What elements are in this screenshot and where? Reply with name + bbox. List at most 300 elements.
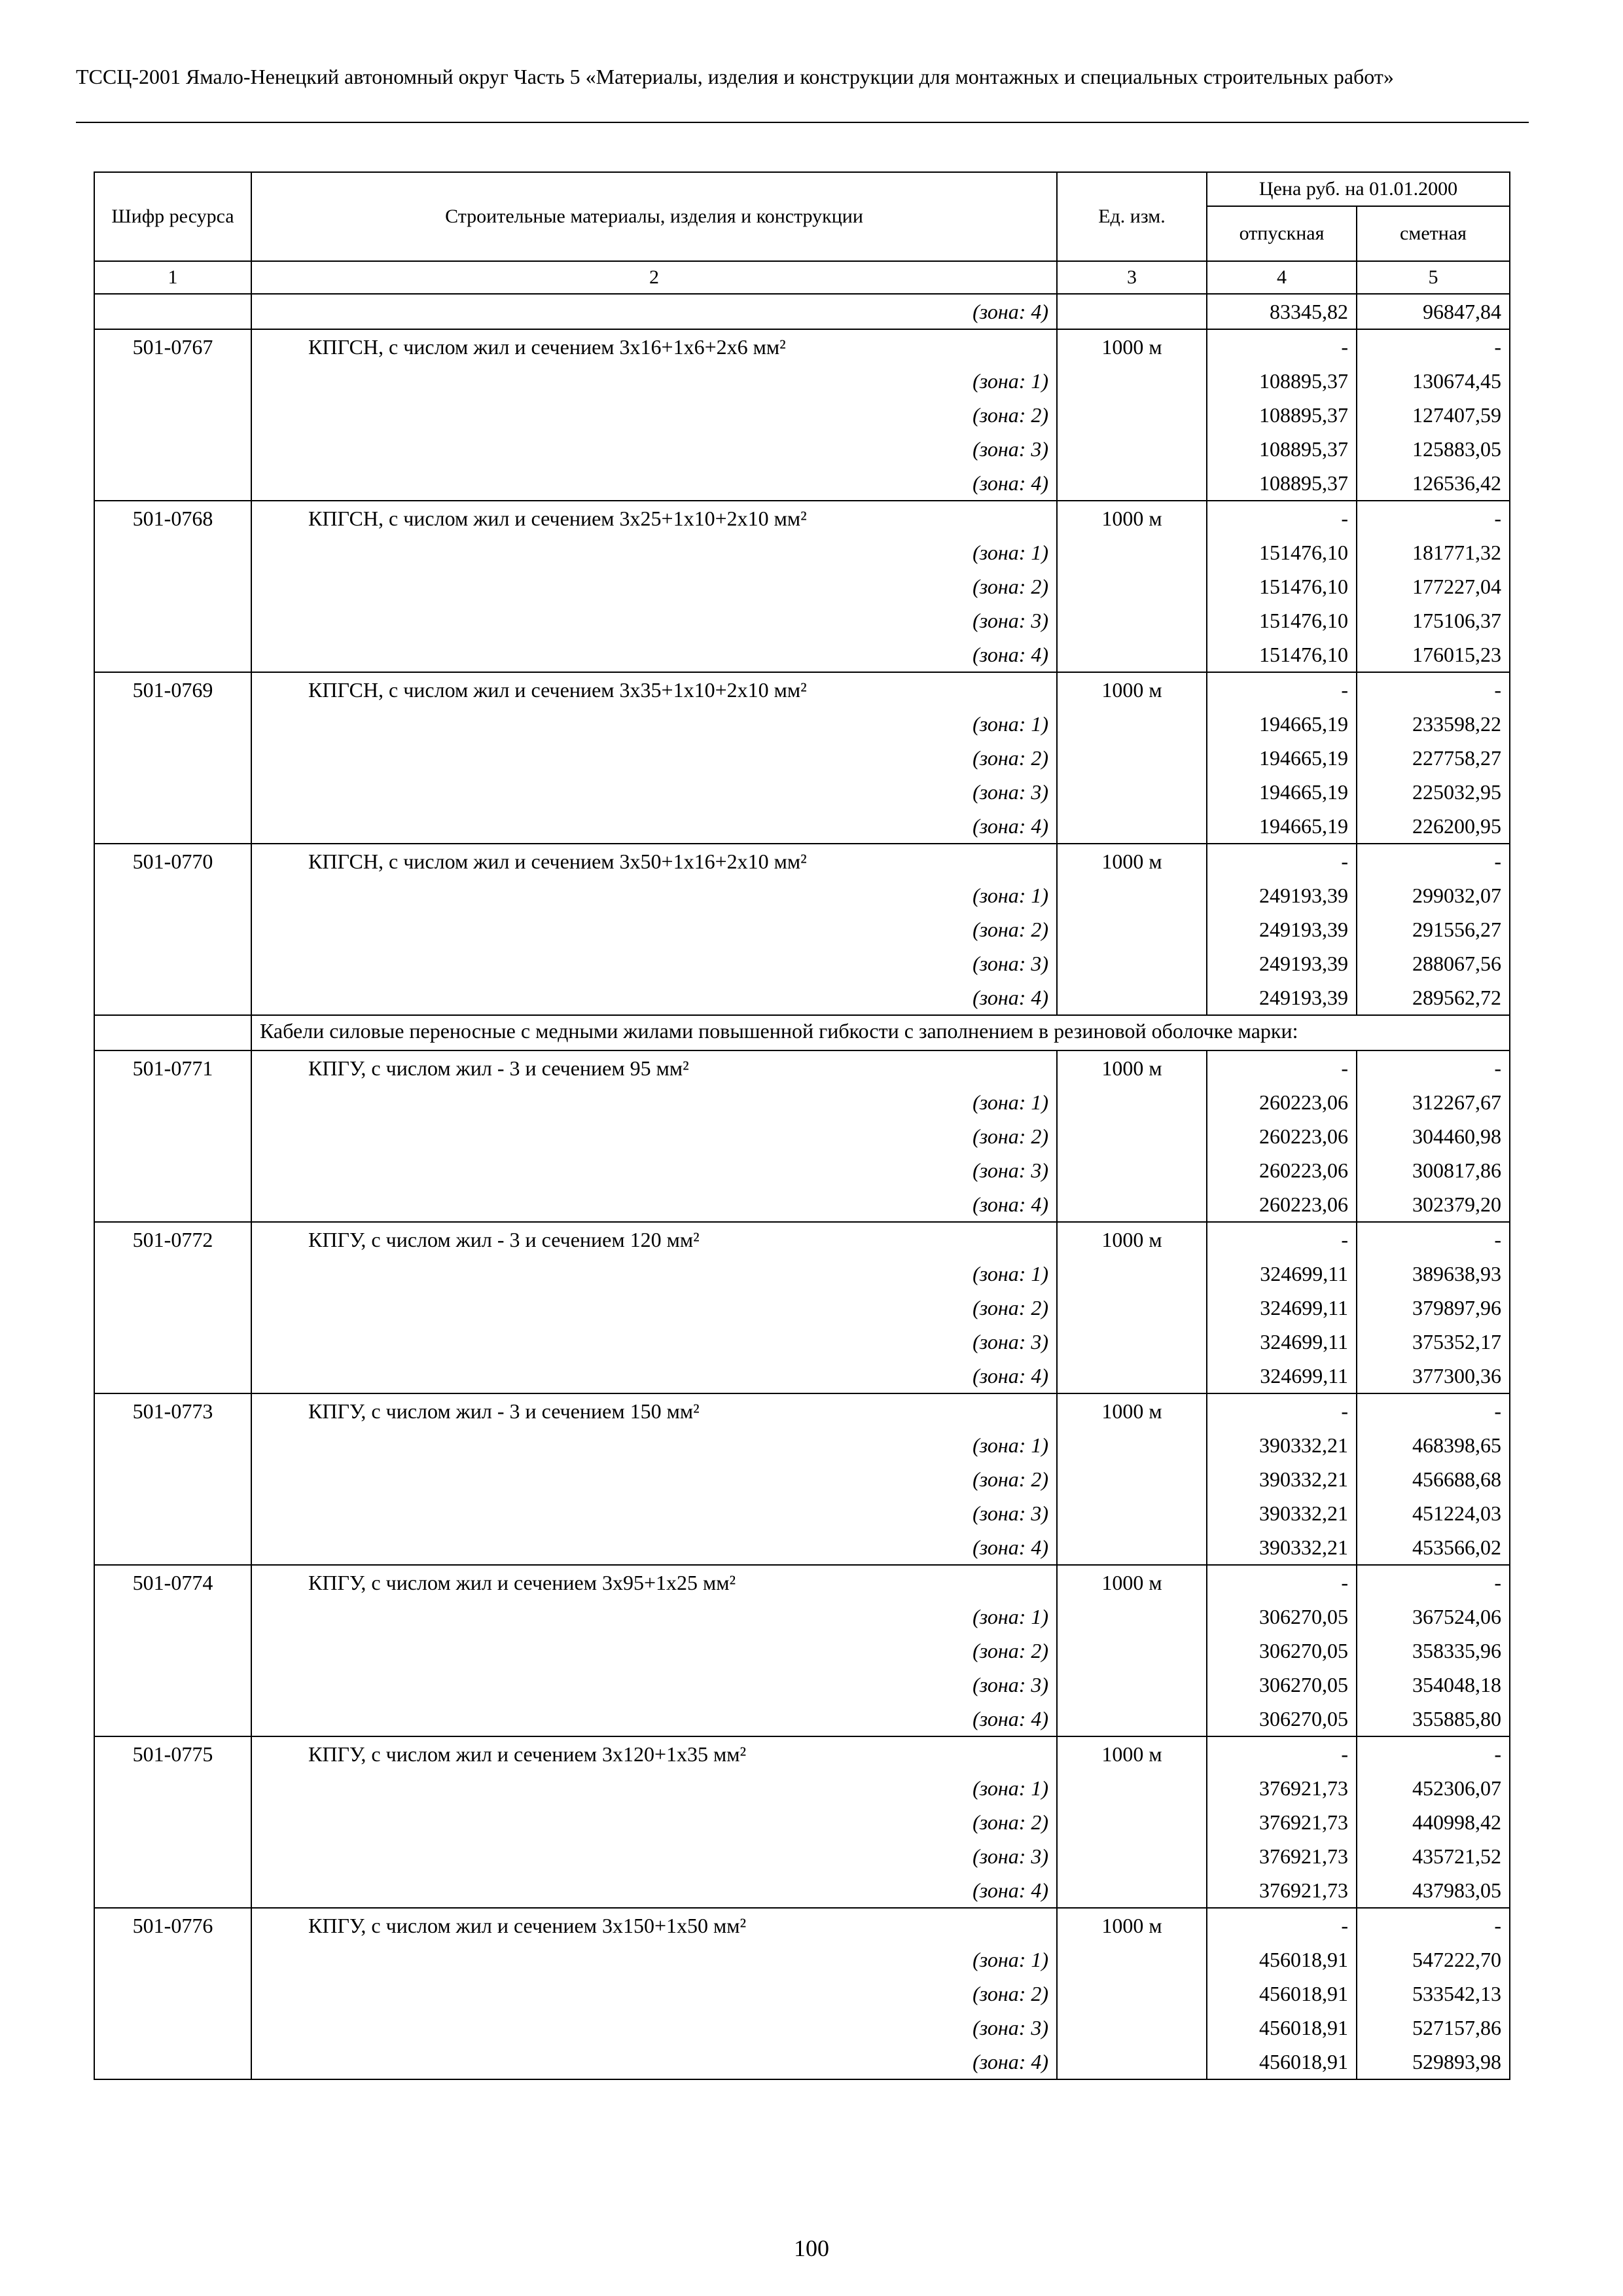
unit-cell: 1000 м [1057,844,1207,878]
unit-cell [1057,1187,1207,1222]
price-estimate: 96847,84 [1357,294,1510,329]
resource-code [94,603,251,637]
price-estimate: 130674,45 [1357,364,1510,398]
table-row-zone [94,1462,1510,1496]
unit-cell [1057,1668,1207,1702]
zone-label: (зона: 1) [251,1428,1057,1462]
resource-code [94,535,251,569]
table-row-zone [94,1600,1510,1634]
resource-code [94,1257,251,1291]
price-estimate: 177227,04 [1357,569,1510,603]
resource-code [94,1839,251,1873]
unit-cell [1057,637,1207,672]
price-estimate: 355885,80 [1357,1702,1510,1736]
zone-label: (зона: 2) [251,1462,1057,1496]
unit-cell [1057,775,1207,809]
price-release: 249193,39 [1207,912,1357,946]
price-release: - [1207,329,1357,364]
price-estimate: 175106,37 [1357,603,1510,637]
price-estimate: 533542,13 [1357,1977,1510,2011]
price-release: 260223,06 [1207,1119,1357,1153]
zone-label: (зона: 3) [251,946,1057,980]
price-estimate: 367524,06 [1357,1600,1510,1634]
zone-label: (зона: 1) [251,1771,1057,1805]
price-release: 390332,21 [1207,1530,1357,1565]
table-row-item [94,1565,1510,1600]
resource-code [94,1153,251,1187]
table-row-zone [94,878,1510,912]
price-release: 390332,21 [1207,1462,1357,1496]
unit-cell [1057,1839,1207,1873]
resource-code [94,775,251,809]
price-release: - [1207,672,1357,707]
price-estimate: 452306,07 [1357,1771,1510,1805]
price-estimate: 289562,72 [1357,980,1510,1015]
material-name: КПГСН, с числом жил и сечением 3х16+1х6+2х6 мм² [251,329,1057,364]
col-header-price-release: отпускная [1207,206,1357,261]
zone-label: (зона: 1) [251,1257,1057,1291]
zone-label: (зона: 2) [251,1119,1057,1153]
unit-cell [1057,1291,1207,1325]
price-release: - [1207,1736,1357,1771]
table-row-zone [94,432,1510,466]
resource-code: 501-0769 [94,672,251,707]
unit-cell: 1000 м [1057,1050,1207,1085]
resource-code [94,2011,251,2045]
price-estimate: 529893,98 [1357,2045,1510,2079]
unit-cell [1057,878,1207,912]
table-row-item [94,1050,1510,1085]
price-release: 376921,73 [1207,1839,1357,1873]
header-divider [76,122,1529,123]
unit-cell [1057,364,1207,398]
price-estimate: 181771,32 [1357,535,1510,569]
table-row-zone [94,466,1510,501]
price-estimate: 304460,98 [1357,1119,1510,1153]
zone-label: (зона: 2) [251,912,1057,946]
table-row-zone [94,1668,1510,1702]
material-name: КПГУ, с числом жил и сечением 3х150+1х50 мм² [251,1908,1057,1943]
resource-code [94,741,251,775]
price-estimate: 453566,02 [1357,1530,1510,1565]
unit-cell [1057,1257,1207,1291]
unit-cell [1057,569,1207,603]
zone-label: (зона: 1) [251,364,1057,398]
zone-label: (зона: 2) [251,398,1057,432]
price-estimate: 291556,27 [1357,912,1510,946]
price-release: 194665,19 [1207,775,1357,809]
zone-label: (зона: 3) [251,1153,1057,1187]
material-name: КПГСН, с числом жил и сечением 3х35+1х10+2х10 мм² [251,672,1057,707]
price-release: - [1207,1050,1357,1085]
section-code-cell [94,1015,251,1050]
price-estimate: 451224,03 [1357,1496,1510,1530]
zone-label: (зона: 4) [251,809,1057,844]
price-release: 194665,19 [1207,809,1357,844]
unit-cell [1057,1119,1207,1153]
unit-cell [1057,912,1207,946]
price-estimate: 358335,96 [1357,1634,1510,1668]
resource-code [94,1943,251,1977]
table-row-zone [94,775,1510,809]
unit-cell [1057,1530,1207,1565]
table-row-zone [94,1496,1510,1530]
material-name: КПГСН, с числом жил и сечением 3х25+1х10+2х10 мм² [251,501,1057,535]
table-row-zone [94,707,1510,741]
zone-label: (зона: 4) [251,637,1057,672]
zone-label: (зона: 3) [251,1325,1057,1359]
table-row-zone [94,603,1510,637]
unit-cell [1057,398,1207,432]
resource-code: 501-0768 [94,501,251,535]
price-estimate: 435721,52 [1357,1839,1510,1873]
resource-code [94,1325,251,1359]
resource-code [94,1600,251,1634]
price-estimate: 527157,86 [1357,2011,1510,2045]
unit-cell: 1000 м [1057,1222,1207,1257]
table-row-item [94,501,1510,535]
resource-code: 501-0773 [94,1393,251,1428]
table-row-zone [94,1805,1510,1839]
material-name: КПГСН, с числом жил и сечением 3х50+1х16+2х10 мм² [251,844,1057,878]
col-number: 3 [1057,261,1207,294]
price-estimate: 227758,27 [1357,741,1510,775]
price-estimate: 389638,93 [1357,1257,1510,1291]
resource-code [94,1702,251,1736]
unit-cell [1057,1977,1207,2011]
price-estimate: - [1357,844,1510,878]
table-row-item [94,329,1510,364]
price-estimate: 299032,07 [1357,878,1510,912]
resource-code [94,294,251,329]
price-estimate: 302379,20 [1357,1187,1510,1222]
price-release: 390332,21 [1207,1428,1357,1462]
table-row-zone [94,809,1510,844]
price-release: - [1207,1908,1357,1943]
resource-code: 501-0774 [94,1565,251,1600]
col-header-price-group: Цена руб. на 01.01.2000 [1207,172,1510,206]
price-estimate: - [1357,1736,1510,1771]
price-release: 456018,91 [1207,1977,1357,2011]
price-release: 249193,39 [1207,946,1357,980]
page-number: 100 [794,2235,829,2261]
zone-label: (зона: 2) [251,569,1057,603]
unit-cell [1057,809,1207,844]
unit-cell [1057,1634,1207,1668]
price-release: 83345,82 [1207,294,1357,329]
resource-code [94,398,251,432]
price-estimate: 300817,86 [1357,1153,1510,1187]
unit-cell [1057,741,1207,775]
resource-code [94,1873,251,1908]
resource-code [94,569,251,603]
price-release: - [1207,501,1357,535]
unit-cell [1057,1359,1207,1393]
resource-code [94,364,251,398]
resource-code: 501-0772 [94,1222,251,1257]
resource-code [94,1462,251,1496]
table-row-zone [94,1085,1510,1119]
unit-cell [1057,2011,1207,2045]
material-name: КПГУ, с числом жил - 3 и сечением 95 мм² [251,1050,1057,1085]
table-row-zone [94,535,1510,569]
resource-code [94,912,251,946]
unit-cell [1057,1600,1207,1634]
unit-cell: 1000 м [1057,1393,1207,1428]
price-release: 456018,91 [1207,2011,1357,2045]
unit-cell [1057,1085,1207,1119]
unit-cell: 1000 м [1057,329,1207,364]
price-release: - [1207,1565,1357,1600]
table-row-zone [94,1873,1510,1908]
table-row-zone [94,1359,1510,1393]
price-release: 260223,06 [1207,1153,1357,1187]
unit-cell [1057,1943,1207,1977]
price-estimate: 176015,23 [1357,637,1510,672]
unit-cell [1057,1805,1207,1839]
price-estimate: - [1357,1222,1510,1257]
col-number: 4 [1207,261,1357,294]
table-head [94,172,1510,294]
unit-cell [1057,2045,1207,2079]
zone-label: (зона: 1) [251,1943,1057,1977]
resource-code [94,1496,251,1530]
section-heading-row [94,1015,1510,1050]
zone-label: (зона: 2) [251,1977,1057,2011]
resource-code [94,1119,251,1153]
price-estimate: 456688,68 [1357,1462,1510,1496]
resource-code: 501-0775 [94,1736,251,1771]
unit-cell [1057,1462,1207,1496]
unit-cell [1057,1325,1207,1359]
resource-code [94,946,251,980]
zone-label: (зона: 4) [251,294,1057,329]
material-name: КПГУ, с числом жил и сечением 3х95+1х25 мм² [251,1565,1057,1600]
table-row-zone [94,1771,1510,1805]
unit-cell: 1000 м [1057,1908,1207,1943]
price-estimate: 288067,56 [1357,946,1510,980]
unit-cell [1057,1702,1207,1736]
price-table [94,171,1510,2080]
zone-label: (зона: 2) [251,1291,1057,1325]
zone-label: (зона: 4) [251,2045,1057,2079]
resource-code [94,432,251,466]
price-release: 108895,37 [1207,398,1357,432]
resource-code [94,637,251,672]
price-estimate: - [1357,1393,1510,1428]
unit-cell: 1000 м [1057,501,1207,535]
zone-label: (зона: 3) [251,2011,1057,2045]
table-row-zone [94,637,1510,672]
price-estimate: 233598,22 [1357,707,1510,741]
table-row-zone [94,946,1510,980]
resource-code [94,2045,251,2079]
zone-label: (зона: 1) [251,1085,1057,1119]
zone-label: (зона: 3) [251,1839,1057,1873]
price-release: 249193,39 [1207,980,1357,1015]
price-release: 324699,11 [1207,1359,1357,1393]
col-number: 5 [1357,261,1510,294]
table-row-item [94,1222,1510,1257]
table-row-zone [94,912,1510,946]
unit-cell [1057,466,1207,501]
price-estimate: 226200,95 [1357,809,1510,844]
col-number: 2 [251,261,1057,294]
resource-code [94,1771,251,1805]
price-release: 376921,73 [1207,1873,1357,1908]
resource-code [94,1085,251,1119]
price-estimate: 377300,36 [1357,1359,1510,1393]
resource-code [94,1634,251,1668]
resource-code [94,1359,251,1393]
unit-cell [1057,707,1207,741]
resource-code [94,466,251,501]
table-body [94,294,1510,2079]
zone-label: (зона: 2) [251,741,1057,775]
table-row-zone [94,398,1510,432]
price-release: - [1207,1393,1357,1428]
unit-cell [1057,1771,1207,1805]
price-estimate: 379897,96 [1357,1291,1510,1325]
resource-code [94,809,251,844]
zone-label: (зона: 3) [251,603,1057,637]
unit-cell [1057,980,1207,1015]
table-row-zone [94,1325,1510,1359]
zone-label: (зона: 4) [251,980,1057,1015]
unit-cell [1057,1428,1207,1462]
zone-label: (зона: 3) [251,432,1057,466]
table-row-zone [94,1839,1510,1873]
section-title: Кабели силовые переносные с медными жилами повышенной гибкости с заполнением в резиновой оболочке марки: [251,1015,1510,1050]
price-estimate: 126536,42 [1357,466,1510,501]
resource-code [94,1530,251,1565]
price-release: 194665,19 [1207,741,1357,775]
zone-label: (зона: 4) [251,1702,1057,1736]
table-row-zone [94,1119,1510,1153]
price-estimate: 225032,95 [1357,775,1510,809]
price-release: 151476,10 [1207,603,1357,637]
zone-label: (зона: 3) [251,1496,1057,1530]
col-header-price-estimate: сметная [1357,206,1510,261]
unit-cell [1057,603,1207,637]
price-release: 194665,19 [1207,707,1357,741]
resource-code [94,980,251,1015]
price-estimate: - [1357,1908,1510,1943]
price-release: 324699,11 [1207,1291,1357,1325]
unit-cell: 1000 м [1057,1565,1207,1600]
resource-code [94,1668,251,1702]
table-row-zone [94,1702,1510,1736]
table-row-zone [94,1428,1510,1462]
price-estimate: 440998,42 [1357,1805,1510,1839]
material-name: КПГУ, с числом жил и сечением 3х120+1х35 мм² [251,1736,1057,1771]
table-row-zone [94,741,1510,775]
table-row-zone [94,364,1510,398]
unit-cell [1057,1873,1207,1908]
price-release: 151476,10 [1207,535,1357,569]
price-release: 376921,73 [1207,1771,1357,1805]
price-release: 249193,39 [1207,878,1357,912]
unit-cell [1057,1496,1207,1530]
price-estimate: 127407,59 [1357,398,1510,432]
col-number: 1 [94,261,251,294]
zone-label: (зона: 1) [251,1600,1057,1634]
price-release: 108895,37 [1207,432,1357,466]
table-row-zone [94,1291,1510,1325]
table-row-zone [94,1634,1510,1668]
table-row-zone [94,1943,1510,1977]
resource-code: 501-0776 [94,1908,251,1943]
resource-code [94,1428,251,1462]
price-estimate: 354048,18 [1357,1668,1510,1702]
resource-code [94,1187,251,1222]
price-release: 306270,05 [1207,1600,1357,1634]
price-release: 151476,10 [1207,637,1357,672]
unit-cell: 1000 м [1057,1736,1207,1771]
table-row-zone [94,294,1510,329]
price-estimate: 375352,17 [1357,1325,1510,1359]
price-estimate: - [1357,672,1510,707]
price-estimate: 437983,05 [1357,1873,1510,1908]
unit-cell [1057,1153,1207,1187]
resource-code [94,1977,251,2011]
zone-label: (зона: 1) [251,535,1057,569]
zone-label: (зона: 4) [251,1187,1057,1222]
price-release: 324699,11 [1207,1257,1357,1291]
price-estimate: 547222,70 [1357,1943,1510,1977]
zone-label: (зона: 2) [251,1634,1057,1668]
price-estimate: 125883,05 [1357,432,1510,466]
price-release: 306270,05 [1207,1668,1357,1702]
resource-code [94,1291,251,1325]
resource-code: 501-0770 [94,844,251,878]
resource-code: 501-0767 [94,329,251,364]
unit-cell [1057,294,1207,329]
resource-code [94,707,251,741]
unit-cell: 1000 м [1057,672,1207,707]
page-header: ТССЦ-2001 Ямало-Ненецкий автономный округ Часть 5 «Материалы, изделия и конструкции для монтажных и специальных строительных работ» [76,65,1394,88]
table-row-zone [94,980,1510,1015]
table-row-item [94,1736,1510,1771]
price-release: 260223,06 [1207,1085,1357,1119]
table-row-item [94,844,1510,878]
price-release: 390332,21 [1207,1496,1357,1530]
price-estimate: - [1357,501,1510,535]
price-release: 151476,10 [1207,569,1357,603]
price-release: 108895,37 [1207,466,1357,501]
zone-label: (зона: 4) [251,1530,1057,1565]
table-row-zone [94,1977,1510,2011]
price-estimate: - [1357,329,1510,364]
price-release: 306270,05 [1207,1702,1357,1736]
price-estimate: - [1357,1565,1510,1600]
price-release: 306270,05 [1207,1634,1357,1668]
zone-label: (зона: 4) [251,466,1057,501]
unit-cell [1057,535,1207,569]
table-row-item [94,1393,1510,1428]
material-name: КПГУ, с числом жил - 3 и сечением 120 мм² [251,1222,1057,1257]
table-row-zone [94,2045,1510,2079]
price-release: 456018,91 [1207,1943,1357,1977]
price-release: 108895,37 [1207,364,1357,398]
col-header-unit: Ед. изм. [1057,172,1207,261]
resource-code [94,1805,251,1839]
resource-code: 501-0771 [94,1050,251,1085]
resource-code [94,878,251,912]
unit-cell [1057,946,1207,980]
price-release: 324699,11 [1207,1325,1357,1359]
col-header-code: Шифр ресурса [94,172,251,261]
